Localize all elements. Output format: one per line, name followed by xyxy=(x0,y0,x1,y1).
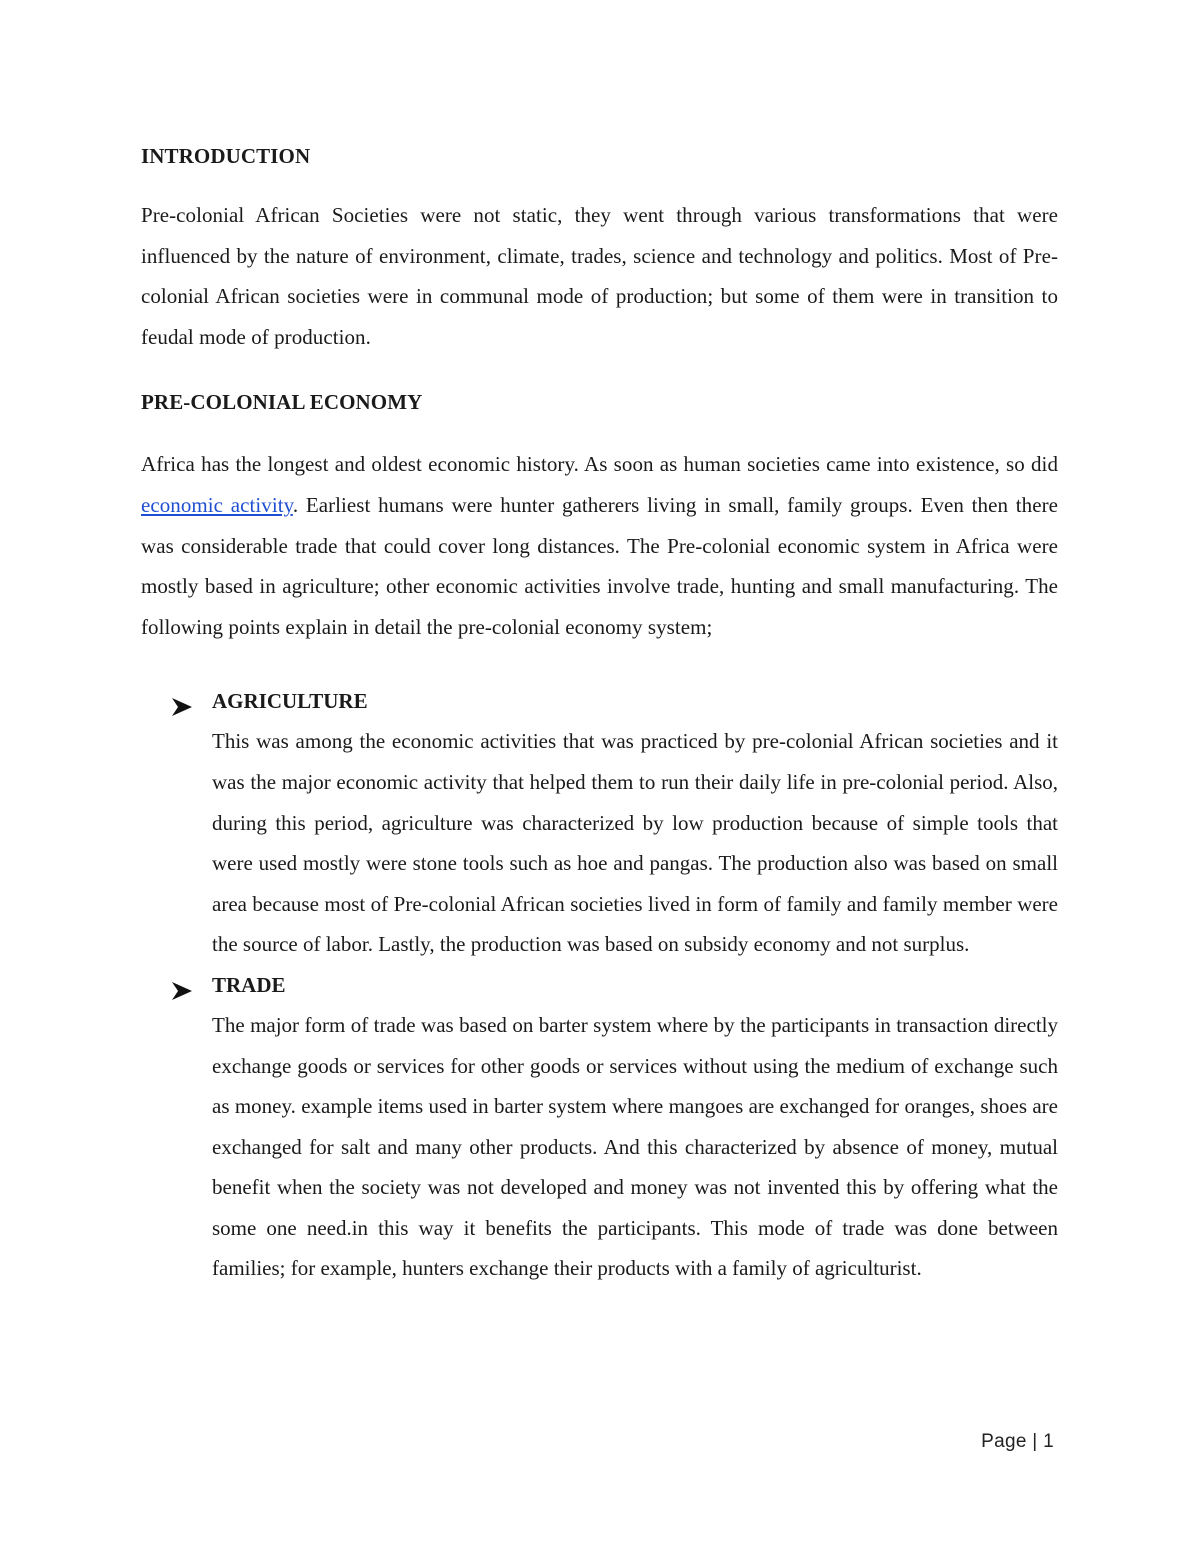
bullet-text: This was among the economic activities that was practiced by pre-colonial African societies and it was the major economic activity that helped them to run their daily life in pre-colonial period. Also, during this period, agriculture was characterized by low production because of simple tools that were used mostly were stone tools such as hoe and pangas. The production also was based on small area because most of Pre-colonial African societies lived in form of family and family member were the source of labor. Lastly, the production was based on subsidy economy and not surplus. xyxy=(212,729,1058,957)
bullet-text: The major form of trade was based on barter system where by the participants in transaction directly exchange goods or services for other goods or services without using the medium of exchange such as money. example items used in barter system where mangoes are exchanged for oranges, shoes are exchanged for salt and many other products. And this characterized by absence of money, mutual benefit when the society was not developed and money was not invented this by offering what the some one need.in this way it benefits the participants. This mode of trade was done between families; for example, hunters exchange their products with a family of agriculturist. xyxy=(212,1012,1058,1281)
intro-paragraph: Pre-colonial African Societies were not static, they went through various transformations that were influenced by the nature of environment, climate, trades, science and technology and politics. Most of Pre-colonial African societies were in communal mode of production; but some of them were in transition to feudal mode of production. xyxy=(141,203,1058,349)
economy-paragraph-start: Africa has the longest and oldest economic history. As soon as human societies came into existence, so did xyxy=(141,452,1058,477)
page-separator: | xyxy=(1032,1431,1038,1452)
list-item-trade xyxy=(141,965,1058,1289)
list-item-agriculture xyxy=(141,681,1058,965)
arrowhead-bullet-icon xyxy=(171,690,193,710)
document-body xyxy=(141,140,1058,1289)
bullet-title: TRADE xyxy=(212,972,286,997)
economic-activity-link[interactable]: economic activity xyxy=(141,492,293,517)
intro-heading: INTRODUCTION xyxy=(141,144,311,168)
economy-points-list xyxy=(141,681,1058,1289)
page-footer xyxy=(981,1431,1054,1453)
economy-paragraph-end: . Earliest humans were hunter gatherers living in small, family groups. Even then there was considerable trade that could cover long distances. The Pre-colonial economic system in Africa were mostly based in agriculture; other economic activities involve trade, hunting and small manufacturing. The following points explain in detail the pre-colonial economy system; xyxy=(141,492,1058,639)
economy-heading: PRE-COLONIAL ECONOMY xyxy=(141,390,423,415)
bullet-title: AGRICULTURE xyxy=(212,689,368,714)
economy-paragraph xyxy=(141,444,1058,647)
page-label: Page xyxy=(981,1431,1027,1452)
page-number: 1 xyxy=(1043,1431,1054,1452)
arrowhead-bullet-icon xyxy=(171,974,193,994)
